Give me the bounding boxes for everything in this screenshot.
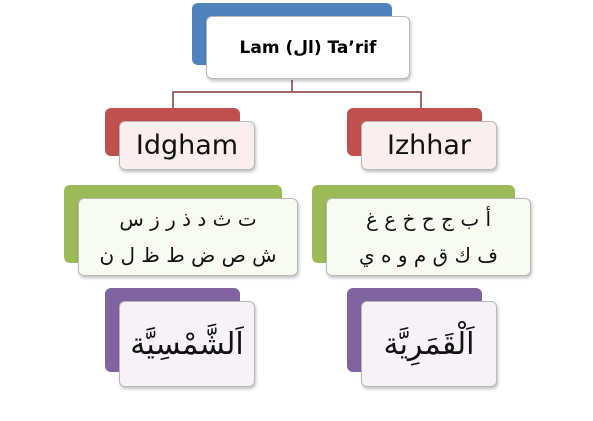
- izhhar-label: Izhhar: [386, 130, 471, 161]
- branch-bar: [172, 91, 422, 93]
- qamariyyah-node: [361, 301, 497, 387]
- root-node: [206, 16, 410, 79]
- izhhar-node: [361, 121, 497, 170]
- qamariyyah-term: اَلْقَمَرِيَّة: [383, 326, 475, 362]
- idgham-node: [119, 121, 255, 170]
- root-title: Lam (ال) Ta’rif: [239, 37, 377, 58]
- idgham-letters-line-1: ت ث د ذ ر ز س: [119, 207, 257, 231]
- shamsiyyah-term: اَلشَّمْسِيَّة: [130, 326, 244, 362]
- izhhar-letters-line-1: أ ب ج ح خ ع غ: [365, 207, 492, 231]
- izhhar-letters-line-2: ف ك ق م و ه ي: [358, 243, 499, 267]
- izhhar-letters-node: [326, 198, 531, 276]
- shamsiyyah-node: [119, 301, 255, 387]
- idgham-letters-node: [78, 198, 298, 276]
- idgham-letters-line-2: ش ص ض ط ظ ل ن: [99, 243, 277, 267]
- idgham-label: Idgham: [135, 130, 239, 161]
